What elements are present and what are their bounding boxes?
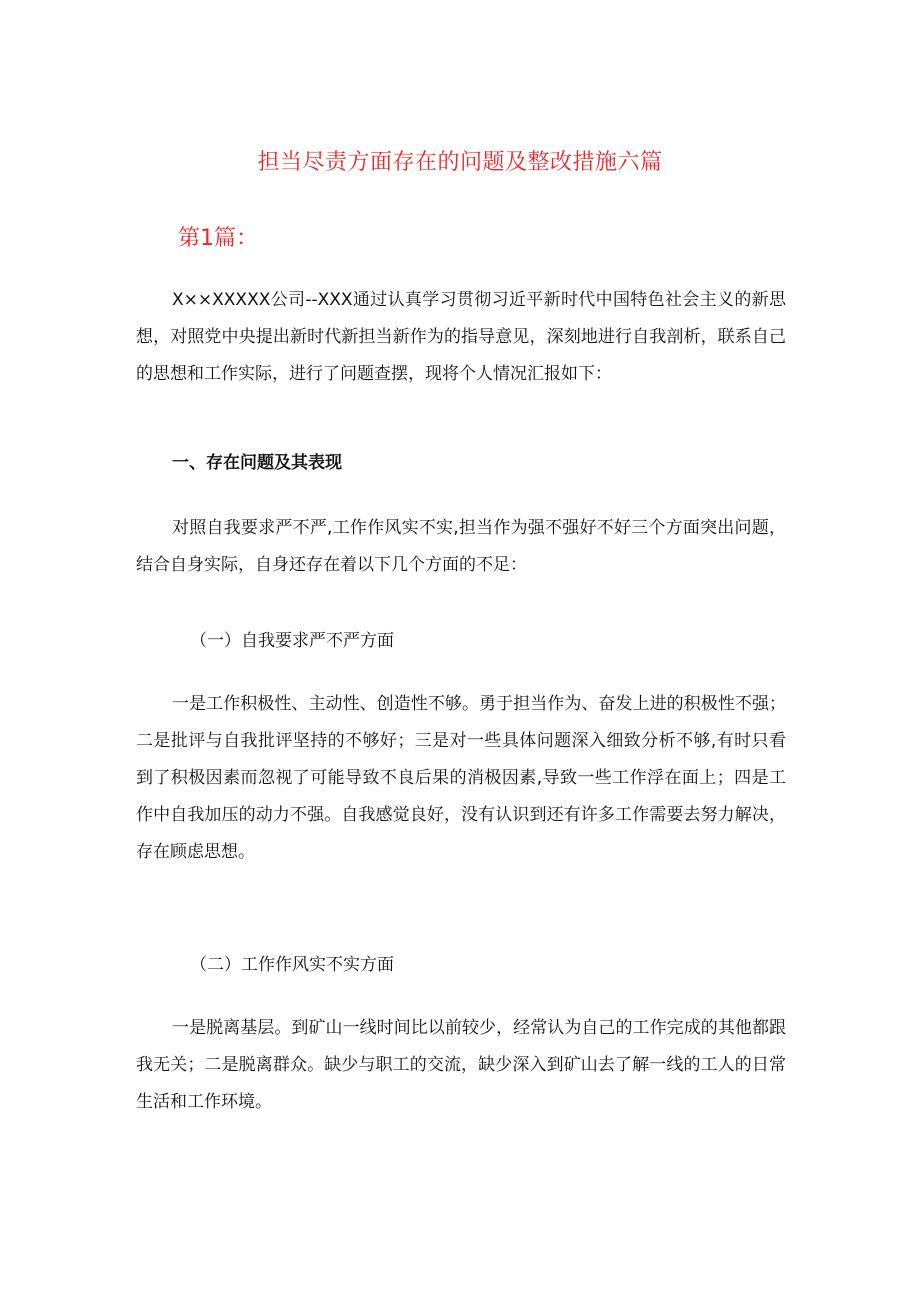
subsection-body-self-requirement: 一是工作积极性、主动性、创造性不够。勇于担当作为、奋发上进的积极性不强；二是批评与自我批评坚持的不够好；三是对一些具体问题深入细致分析不够,有时只看到了积极因素而忽视了可能导致不良后果的消极因素,导致一些工作浮在面上；四是工作中自我加压的动力不强。自我感觉良好，没有认识到还有许多工作需要去努力解决，存在顾虑思想。 (136, 694, 786, 862)
document-title: 担当尽责方面存在的问题及整改措施六篇 (257, 150, 663, 175)
section-intro-paragraph: 对照自我要求严不严,工作作风实不实,担当作为强不强好不好三个方面突出问题，结合自身实际，自身还存在着以下几个方面的不足： (136, 518, 786, 575)
subsection-heading-self-requirement: （一）自我要求严不严方面 (190, 631, 394, 651)
chapter-heading: 第1篇： (178, 226, 258, 251)
subsection-body-work-style: 一是脱离基层。到矿山一线时间比以前较少，经常认为自己的工作完成的其他都跟我无关；二是脱离群众。缺少与职工的交流，缺少深入到矿山去了解一线的工人的日常生活和工作环境。 (136, 1018, 786, 1112)
intro-paragraph: X××XXXXX公司--XXX通过认真学习贯彻习近平新时代中国特色社会主义的新思想，对照党中央提出新时代新担当新作为的指导意见，深刻地进行自我剖析，联系自己的思想和工作实际，进行了问题查摆，现将个人情况汇报如下： (136, 290, 786, 384)
subsection-heading-work-style: （二）工作作风实不实方面 (190, 955, 394, 975)
section-heading-problems: 一、存在问题及其表现 (172, 453, 342, 473)
